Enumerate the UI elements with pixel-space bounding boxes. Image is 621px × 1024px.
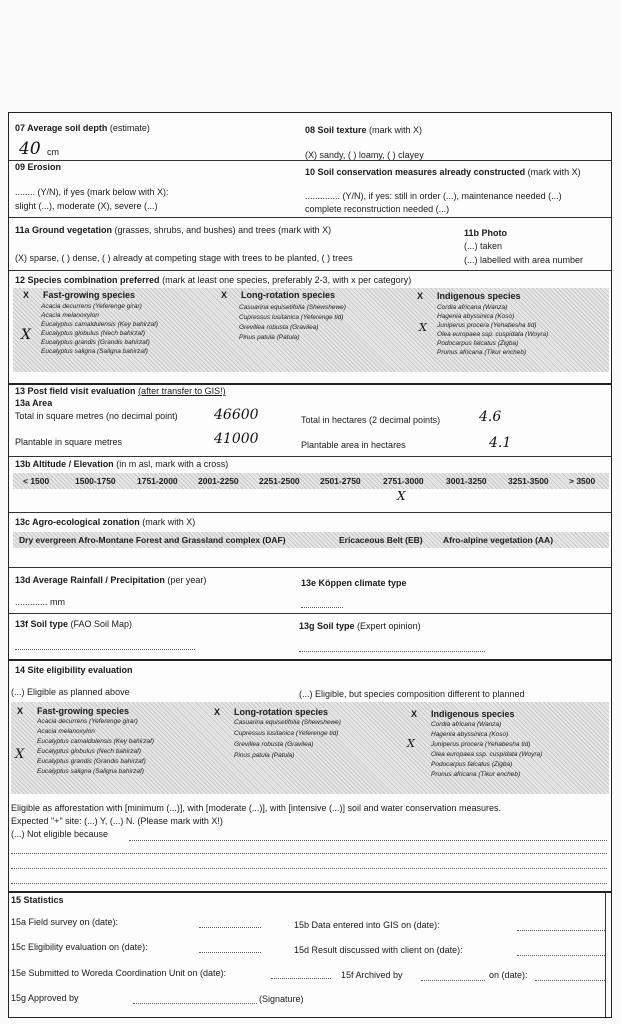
s15f-date-line: [535, 980, 605, 981]
s13e-line: [301, 607, 343, 608]
s09-line1: ........ (Y/N), if yes (mark below with X):: [15, 187, 169, 197]
s13a-total-ha-label: Total in hectares (2 decimal points): [301, 415, 441, 425]
s11b-taken: (...) taken: [464, 241, 503, 251]
s12-indig-2: Juniperus procera (Yehabesha tid): [437, 322, 537, 329]
s12-fast-3: Eucalyptus globulus (Nech bahirzaf): [41, 330, 146, 337]
s14-fast-4: Eucalyptus grandis (Grandis bahirzaf): [37, 758, 146, 765]
s12-indig-0: Cordia africana (Wanza): [437, 304, 508, 311]
s13e-label: 13e Köppen climate type: [301, 578, 407, 588]
s15d-line: [517, 955, 605, 956]
s11a-label: 11a Ground vegetation (grasses, shrubs, and bushes) and trees (mark with X): [15, 225, 332, 235]
s07-label: 07 Average soil depth (estimate): [15, 123, 150, 133]
s12-fast-2: Eucalyptus camaldulensis (Key bahirzaf): [41, 321, 159, 328]
s14-fast-2: Eucalyptus camaldulensis (Key bahirzaf): [37, 738, 155, 745]
s14-indig-mark: X: [407, 737, 415, 750]
s15a-label: 15a Field survey on (date):: [11, 917, 119, 927]
s14-x-col-long: X: [214, 707, 221, 717]
s15e-label: 15e Submitted to Woreda Coordination Unit on (date):: [11, 968, 226, 978]
alt-range-9: > 3500: [569, 476, 596, 486]
alt-range-8: 3251-3500: [508, 476, 549, 486]
s12-fast-title: Fast-growing species: [43, 290, 136, 300]
s13a-total-ha-value: 4.6: [479, 409, 502, 425]
s13a-plant-m2-label: Plantable in square metres: [15, 437, 123, 447]
s12-label: 12 Species combination preferred (mark at least one species, preferably 2-3, with x per category): [15, 275, 412, 285]
s14-x-col-fast: X: [17, 706, 24, 716]
s13a-plant-ha-label: Plantable area in hectares: [301, 440, 406, 450]
s13a-plant-m2-value: 41000: [214, 431, 259, 447]
s10-line1: .............. (Y/N), if yes: still in order (...), maintenance needed (...): [305, 191, 562, 201]
s14-reason-line-1: [129, 840, 607, 841]
s12-x-col-indig: X: [417, 291, 424, 301]
s12-indig-title: Indigenous species: [437, 291, 521, 301]
s12-indig-1: Hagenia abyssinica (Koso): [437, 313, 515, 320]
s12-fast-0: Acacia decurrens (Yeferenge girar): [41, 303, 142, 310]
s12-fast-4: Eucalyptus grandis (Grandis bahirzaf): [41, 339, 150, 346]
s14-indig-4: Podocarpus falcatus (Zigba): [431, 761, 513, 768]
s13b-mark: X: [397, 489, 406, 503]
s14-indig-1: Hagenia abyssinica (Koso): [431, 731, 509, 738]
alt-range-1: 1500-1750: [75, 476, 116, 486]
s13-label: 13 Post field visit evaluation (after transfer to GIS!): [15, 386, 226, 396]
s14-reason-line-3: [11, 868, 607, 869]
s13a-total-m2-value: 46600: [214, 407, 259, 423]
s14-x-col-indig: X: [411, 709, 418, 719]
s11a-options: (X) sparse, ( ) dense, ( ) already at competing stage with trees to be planted, ( ) trees: [15, 253, 353, 263]
s11b-label: 11b Photo: [464, 228, 508, 238]
s08-options: (X) sandy, ( ) loamy, ( ) clayey: [305, 150, 424, 160]
s12-fast-5: Eucalyptus saligna (Saligna bahirzaf): [41, 348, 148, 355]
s14-reason-line-4: [11, 883, 607, 884]
s14-indig-2: Juniperus procera (Yehabesha tid): [431, 741, 531, 748]
s14-indig-title: Indigenous species: [431, 709, 515, 719]
alt-range-0: < 1500: [23, 476, 50, 486]
s14-long-title: Long-rotation species: [234, 707, 329, 717]
s14-eligible-different: (...) Eligible, but species composition different to planned: [299, 689, 525, 699]
s12-fast-1: Acacia melanoxylon: [41, 312, 99, 319]
alt-range-4: 2251-2500: [259, 476, 300, 486]
s14-long-3: Pinus patula (Patula): [234, 752, 295, 759]
zone-daf: Dry evergreen Afro-Montane Forest and Grassland complex (DAF): [19, 535, 286, 545]
s13d-label: 13d Average Rainfall / Precipitation (per year): [15, 575, 207, 585]
zone-eb: Ericaceous Belt (EB): [339, 535, 423, 545]
s15b-line: [517, 930, 605, 931]
s07-unit: cm: [47, 147, 59, 157]
s13c-label: 13c Agro-ecological zonation (mark with X): [15, 517, 196, 527]
s14-fast-5: Eucalyptus saligna (Saligna bahirzaf): [37, 768, 144, 775]
s14-long-1: Cupressus lusitanica (Yeferenge tid): [234, 730, 339, 737]
s08-label: 08 Soil texture (mark with X): [305, 125, 423, 135]
s13g-label: 13g Soil type (Expert opinion): [299, 621, 421, 631]
s07-value: 40: [19, 139, 41, 159]
s15-label: 15 Statistics: [11, 895, 64, 905]
s14-reason-line-2: [11, 853, 607, 854]
alt-range-3: 2001-2250: [198, 476, 239, 486]
survey-form: [8, 112, 612, 1018]
s14-afforestation: Eligible as afforestation with [minimum (...)], with [moderate (...)], with [intensive (...)] soil and water conservation measures.: [11, 803, 502, 813]
s14-fast-0: Acacia decurrens (Yeferenge girar): [37, 718, 138, 725]
s14-long-2: Grevillea robusta (Gravilea): [234, 741, 314, 748]
s09-line2: slight (...), moderate (X), severe (...): [15, 201, 158, 211]
s14-fast-3: Eucalyptus globulus (Nech bahirzaf): [37, 748, 142, 755]
s14-fast-title: Fast-growing species: [37, 706, 130, 716]
s12-long-1: Cupressus lusitanica (Yeferenge tid): [239, 314, 344, 321]
s15a-line: [199, 927, 261, 928]
s15g-signature: (Signature): [259, 994, 304, 1004]
alt-range-6: 2751-3000: [383, 476, 424, 486]
s13a-plant-ha-value: 4.1: [489, 435, 512, 451]
s15g-label: 15g Approved by: [11, 993, 79, 1003]
s14-long-0: Casuarina equisetifolia (Shewshewe): [234, 719, 341, 726]
s15b-label: 15b Data entered into GIS on (date):: [294, 920, 440, 930]
s14-expected: Expected "+" site: (...) Y, (...) N. (Please mark with X!): [11, 816, 223, 826]
s13a-label: 13a Area: [15, 398, 53, 408]
s12-x-col-fast: X: [23, 290, 30, 300]
alt-range-5: 2501-2750: [320, 476, 361, 486]
s13g-line: [299, 651, 485, 652]
s14-label: 14 Site eligibility evaluation: [15, 665, 133, 675]
s15f-line: [421, 980, 485, 981]
s13b-label: 13b Altitude / Elevation (in m asl, mark with a cross): [15, 459, 229, 469]
s14-fast-1: Acacia melanoxylon: [37, 728, 95, 735]
s15e-line: [271, 978, 331, 979]
s09-label: 09 Erosion: [15, 162, 62, 172]
s12-long-title: Long-rotation species: [241, 290, 336, 300]
s12-indig-5: Prunus africana (Tikur encheb): [437, 349, 527, 356]
s12-long-0: Casuarina equisetifolia (Shewshewe): [239, 304, 346, 311]
s12-indig-mark: X: [419, 321, 427, 334]
s14-indig-0: Cordia africana (Wanza): [431, 721, 502, 728]
s12-long-2: Grevillea robusta (Gravilea): [239, 324, 319, 331]
alt-range-7: 3001-3250: [446, 476, 487, 486]
s13f-line: [15, 649, 195, 650]
s12-long-3: Pinus patula (Patula): [239, 334, 300, 341]
s15c-label: 15c Eligibility evaluation on (date):: [11, 942, 148, 952]
s12-fast-mark: X: [21, 327, 31, 343]
s12-indig-3: Olea europaea ssp. cuspidata (Woyra): [437, 331, 549, 338]
s14-indig-3: Olea europaea ssp. cuspidata (Woyra): [431, 751, 543, 758]
s14-fast-mark: X: [15, 747, 25, 762]
s14-not-eligible: (...) Not eligible because: [11, 829, 109, 839]
s10-label: 10 Soil conservation measures already constructed (mark with X): [305, 167, 581, 177]
s13d-unit: ............. mm: [15, 597, 66, 607]
s14-indig-5: Prunus africana (Tikur encheb): [431, 771, 521, 778]
s15f-date-label: on (date):: [489, 970, 528, 980]
s13f-label: 13f Soil type (FAO Soil Map): [15, 619, 133, 629]
s14-eligible-planned: (...) Eligible as planned above: [11, 687, 130, 697]
s12-indig-4: Podocarpus falcatus (Zigba): [437, 340, 519, 347]
s15d-label: 15d Result discussed with client on (date):: [294, 945, 463, 955]
s12-x-col-long: X: [221, 290, 228, 300]
s13a-total-m2-label: Total in square metres (no decimal point): [15, 411, 178, 421]
s15c-line: [199, 952, 261, 953]
s10-line2: complete reconstruction needed (...): [305, 204, 450, 214]
s15g-line: [133, 1003, 257, 1004]
s11b-labelled: (...) labelled with area number: [464, 255, 584, 265]
zone-aa: Afro-alpine vegetation (AA): [443, 535, 554, 545]
alt-range-2: 1751-2000: [137, 476, 178, 486]
s15f-label: 15f Archived by: [341, 970, 403, 980]
